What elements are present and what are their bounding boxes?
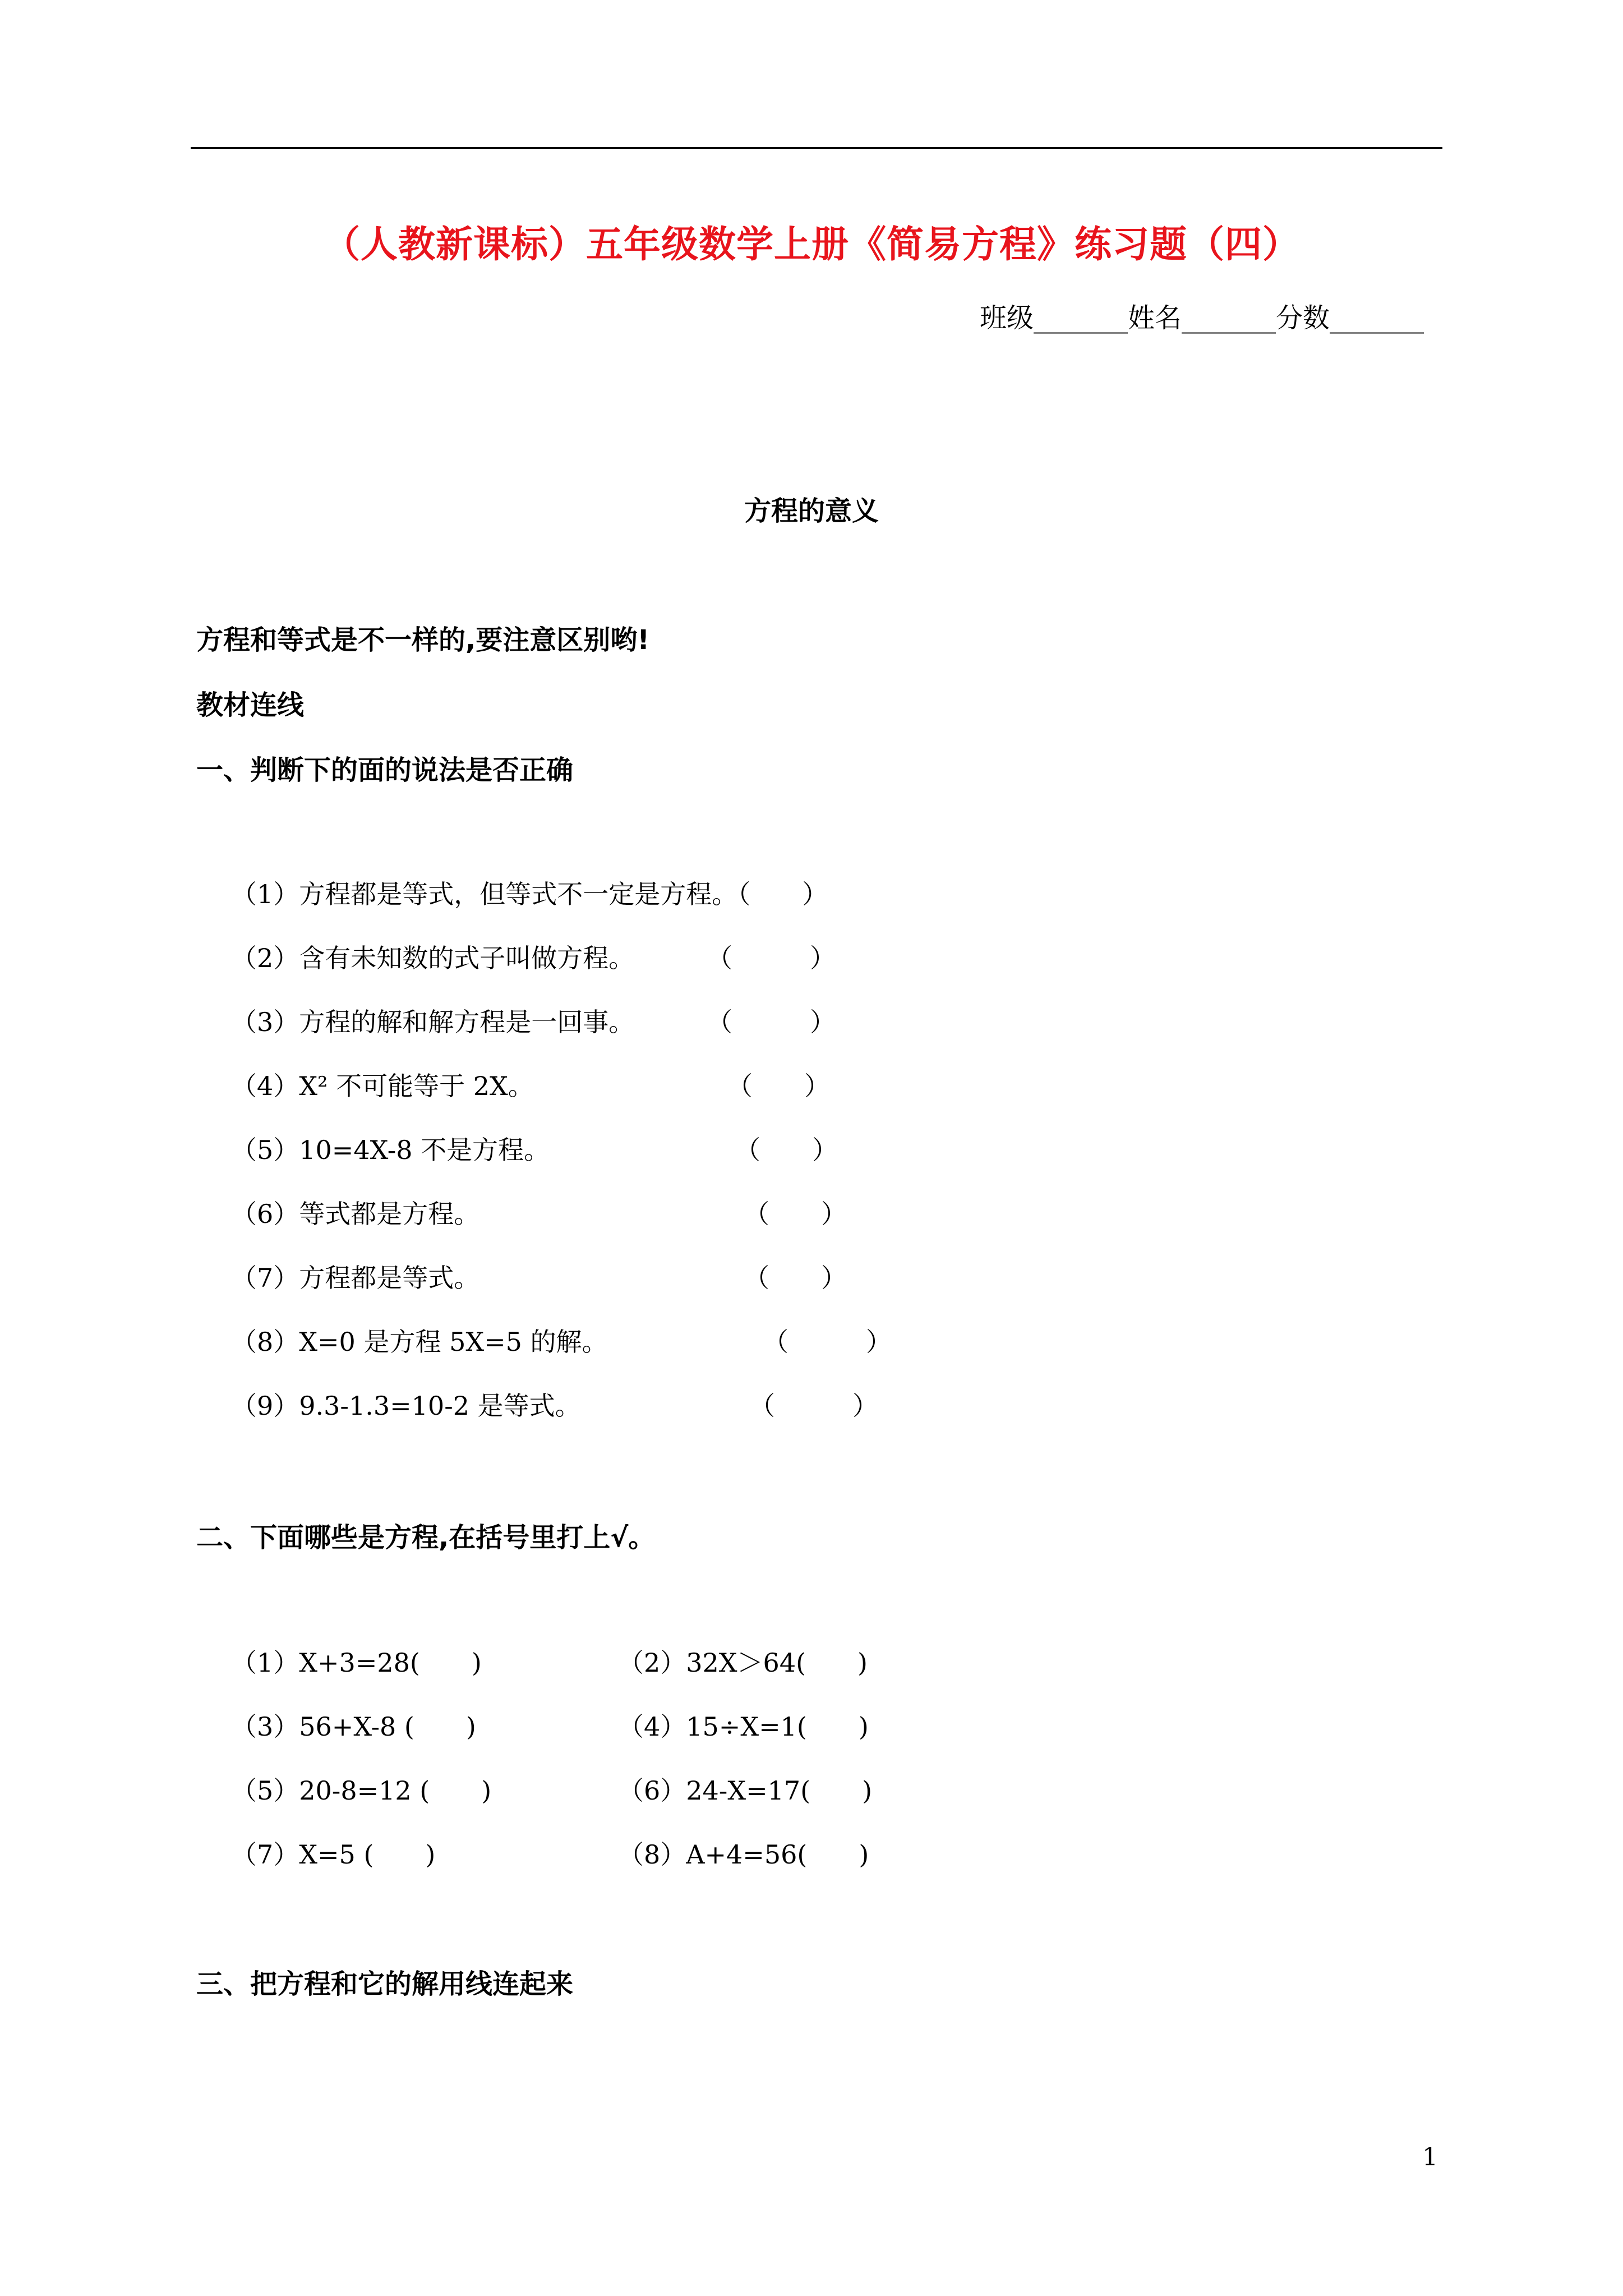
list-item: （2）32X＞64( ) bbox=[618, 1648, 868, 1678]
list-item: （9）9.3-1.3=10-2 是等式。 bbox=[231, 1391, 581, 1421]
document-title: （人教新课标）五年级数学上册《简易方程》练习题（四） bbox=[323, 223, 1300, 266]
part1-heading: 一、判断下的面的说法是否正确 bbox=[196, 754, 574, 786]
list-item: （6）等式都是方程。 bbox=[231, 1199, 480, 1229]
list-item: （5）20-8=12 ( ) bbox=[231, 1775, 492, 1806]
list-item: （1）方程都是等式，但等式不一定是方程。（ ） bbox=[231, 879, 828, 909]
section-title: 方程的意义 bbox=[744, 495, 879, 527]
list-item: （4）X² 不可能等于 2X。 bbox=[231, 1071, 534, 1101]
answer-paren[interactable]: （ ） bbox=[749, 1391, 878, 1421]
textbook-link-label: 教材连线 bbox=[196, 689, 305, 721]
answer-paren[interactable]: （ ） bbox=[744, 1199, 847, 1229]
list-item: （4）15÷X=1( ) bbox=[618, 1711, 869, 1742]
page-number: 1 bbox=[1422, 2143, 1438, 2171]
list-item: （8）X=0 是方程 5X=5 的解。 bbox=[231, 1327, 608, 1357]
intro-text: 方程和等式是不一样的,要注意区别哟! bbox=[196, 624, 650, 656]
list-item: （8）A+4=56( ) bbox=[618, 1839, 869, 1870]
list-item: （1）X+3=28( ) bbox=[231, 1648, 482, 1678]
list-item: （2）含有未知数的式子叫做方程。 bbox=[231, 943, 635, 973]
student-info-line: 班级_______姓名_______分数_______ bbox=[979, 302, 1424, 334]
list-item: （3）56+X-8 ( ) bbox=[231, 1711, 476, 1742]
answer-paren[interactable]: （ ） bbox=[735, 1135, 838, 1165]
answer-paren[interactable]: （ ） bbox=[763, 1327, 892, 1357]
answer-paren[interactable]: （ ） bbox=[727, 1071, 830, 1101]
part2-heading: 二、下面哪些是方程,在括号里打上√。 bbox=[196, 1522, 656, 1553]
list-item: （7）X=5 ( ) bbox=[231, 1839, 436, 1870]
part3-heading: 三、把方程和它的解用线连起来 bbox=[196, 1968, 574, 2000]
list-item: （6）24-X=17( ) bbox=[618, 1775, 873, 1806]
list-item: （5）10=4X-8 不是方程。 bbox=[231, 1135, 550, 1165]
answer-paren[interactable]: （ ） bbox=[707, 1007, 836, 1037]
list-item: （7）方程都是等式。 bbox=[231, 1263, 480, 1293]
header-rule bbox=[191, 147, 1442, 149]
answer-paren[interactable]: （ ） bbox=[744, 1263, 847, 1293]
answer-paren[interactable]: （ ） bbox=[707, 943, 836, 973]
list-item: （3）方程的解和解方程是一回事。 bbox=[231, 1007, 635, 1037]
